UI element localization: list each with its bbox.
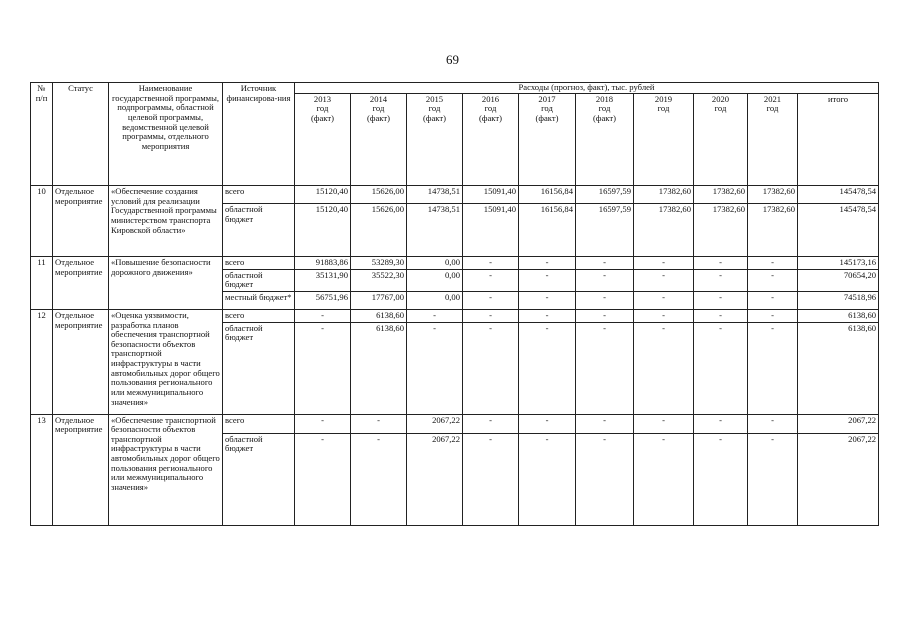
value-cell: 17382,60 bbox=[748, 204, 798, 257]
row-number: 12 bbox=[31, 309, 53, 414]
value-cell: 15626,00 bbox=[351, 204, 407, 257]
funding-source: областной бюджет bbox=[223, 269, 295, 291]
table-row bbox=[31, 257, 879, 270]
budget-table bbox=[30, 82, 879, 526]
row-number: 10 bbox=[31, 186, 53, 257]
total-cell: 74518,96 bbox=[798, 291, 879, 309]
header-year-2020: 2020 год bbox=[694, 93, 748, 185]
row-status: Отдельное мероприятие bbox=[53, 414, 109, 525]
value-cell: 2067,22 bbox=[407, 433, 463, 525]
value-cell: 17382,60 bbox=[694, 204, 748, 257]
value-cell: 2067,22 bbox=[407, 414, 463, 433]
value-cell: 14738,51 bbox=[407, 204, 463, 257]
value-cell: 16597,59 bbox=[576, 186, 634, 204]
value-cell: - bbox=[748, 291, 798, 309]
value-cell: - bbox=[407, 309, 463, 322]
header-year-2014: 2014 год (факт) bbox=[351, 93, 407, 185]
header-status: Статус bbox=[53, 83, 109, 186]
value-cell: - bbox=[694, 291, 748, 309]
value-cell: - bbox=[576, 322, 634, 414]
total-cell: 6138,60 bbox=[798, 309, 879, 322]
value-cell: - bbox=[407, 322, 463, 414]
funding-source: областной бюджет bbox=[223, 204, 295, 257]
value-cell: 15120,40 bbox=[295, 186, 351, 204]
value-cell: - bbox=[748, 257, 798, 270]
value-cell: - bbox=[634, 433, 694, 525]
value-cell: - bbox=[634, 269, 694, 291]
value-cell: 16156,84 bbox=[519, 186, 576, 204]
total-cell: 70654,20 bbox=[798, 269, 879, 291]
value-cell: - bbox=[519, 433, 576, 525]
value-cell: 17382,60 bbox=[748, 186, 798, 204]
value-cell: 17767,00 bbox=[351, 291, 407, 309]
header-total: итого bbox=[798, 93, 879, 185]
total-cell: 145173,16 bbox=[798, 257, 879, 270]
total-cell: 145478,54 bbox=[798, 186, 879, 204]
value-cell: - bbox=[748, 269, 798, 291]
value-cell: - bbox=[576, 433, 634, 525]
funding-source: всего bbox=[223, 186, 295, 204]
header-expenses: Расходы (прогноз, факт), тыс. рублей bbox=[295, 83, 879, 94]
value-cell: 91883,86 bbox=[295, 257, 351, 270]
value-cell: 56751,96 bbox=[295, 291, 351, 309]
page-number: 69 bbox=[446, 52, 459, 67]
value-cell: - bbox=[748, 309, 798, 322]
row-status: Отдельное мероприятие bbox=[53, 257, 109, 310]
value-cell: 15091,40 bbox=[463, 186, 519, 204]
value-cell: - bbox=[634, 414, 694, 433]
value-cell: 6138,60 bbox=[351, 309, 407, 322]
value-cell: - bbox=[351, 433, 407, 525]
row-name: «Оценка уязвимости, разработка планов обеспечения транспортной безопасности объектов транспортной инфраструктуры в части автомобильных дорог общего пользования регионального или межмуниципального значения» bbox=[109, 309, 223, 414]
value-cell: 17382,60 bbox=[634, 204, 694, 257]
value-cell: 0,00 bbox=[407, 291, 463, 309]
funding-source: областной бюджет bbox=[223, 433, 295, 525]
table-row bbox=[31, 414, 879, 433]
value-cell: - bbox=[694, 309, 748, 322]
funding-source: областной бюджет bbox=[223, 322, 295, 414]
row-name: «Обеспечение создания условий для реализации Государственной программы министерством транспорта Кировской области» bbox=[109, 186, 223, 257]
funding-source: местный бюджет* bbox=[223, 291, 295, 309]
value-cell: - bbox=[463, 414, 519, 433]
value-cell: - bbox=[694, 433, 748, 525]
header-name: Наименование государственной программы, подпрограммы, областной целевой программы, ведомственной целевой программы, отдельного мероприятия bbox=[109, 83, 223, 186]
funding-source: всего bbox=[223, 309, 295, 322]
header-year-2015: 2015 год (факт) bbox=[407, 93, 463, 185]
header-year-2017: 2017 год (факт) bbox=[519, 93, 576, 185]
total-cell: 145478,54 bbox=[798, 204, 879, 257]
row-name: «Обеспечение транспортной безопасности объектов транспортной инфраструктуры в части автомобильных дорог общего пользования регионального или межмуниципального значения» bbox=[109, 414, 223, 525]
value-cell: 35131,90 bbox=[295, 269, 351, 291]
value-cell: - bbox=[748, 433, 798, 525]
value-cell: 15091,40 bbox=[463, 204, 519, 257]
header-year-2013: 2013 год (факт) bbox=[295, 93, 351, 185]
row-status: Отдельное мероприятие bbox=[53, 186, 109, 257]
value-cell: - bbox=[576, 414, 634, 433]
value-cell: 17382,60 bbox=[694, 186, 748, 204]
value-cell: - bbox=[351, 414, 407, 433]
value-cell: - bbox=[748, 414, 798, 433]
value-cell: - bbox=[295, 414, 351, 433]
total-cell: 2067,22 bbox=[798, 433, 879, 525]
value-cell: - bbox=[519, 257, 576, 270]
value-cell: - bbox=[634, 322, 694, 414]
value-cell: - bbox=[576, 269, 634, 291]
value-cell: - bbox=[519, 322, 576, 414]
value-cell: 16597,59 bbox=[576, 204, 634, 257]
row-number: 13 bbox=[31, 414, 53, 525]
header-row-top bbox=[31, 83, 879, 94]
funding-source: всего bbox=[223, 414, 295, 433]
value-cell: - bbox=[694, 322, 748, 414]
value-cell: - bbox=[634, 291, 694, 309]
value-cell: 35522,30 bbox=[351, 269, 407, 291]
value-cell: - bbox=[463, 269, 519, 291]
value-cell: - bbox=[576, 309, 634, 322]
header-source: Источник финансирова-ния bbox=[223, 83, 295, 186]
value-cell: - bbox=[463, 433, 519, 525]
value-cell: 15120,40 bbox=[295, 204, 351, 257]
value-cell: - bbox=[694, 257, 748, 270]
value-cell: 16156,84 bbox=[519, 204, 576, 257]
value-cell: - bbox=[634, 309, 694, 322]
value-cell: - bbox=[463, 291, 519, 309]
value-cell: - bbox=[519, 269, 576, 291]
value-cell: - bbox=[463, 309, 519, 322]
table-body bbox=[31, 186, 879, 526]
value-cell: - bbox=[295, 433, 351, 525]
row-number: 11 bbox=[31, 257, 53, 310]
value-cell: 17382,60 bbox=[634, 186, 694, 204]
value-cell: - bbox=[694, 414, 748, 433]
value-cell: - bbox=[519, 291, 576, 309]
header-year-2021: 2021 год bbox=[748, 93, 798, 185]
value-cell: 0,00 bbox=[407, 269, 463, 291]
value-cell: - bbox=[295, 322, 351, 414]
header-no: № п/п bbox=[31, 83, 53, 186]
value-cell: - bbox=[694, 269, 748, 291]
value-cell: - bbox=[295, 309, 351, 322]
row-name: «Повышение безопасности дорожного движения» bbox=[109, 257, 223, 310]
value-cell: 53289,30 bbox=[351, 257, 407, 270]
value-cell: - bbox=[519, 414, 576, 433]
value-cell: - bbox=[634, 257, 694, 270]
value-cell: - bbox=[463, 257, 519, 270]
value-cell: 6138,60 bbox=[351, 322, 407, 414]
value-cell: 14738,51 bbox=[407, 186, 463, 204]
funding-source: всего bbox=[223, 257, 295, 270]
table-row bbox=[31, 309, 879, 322]
value-cell: - bbox=[576, 257, 634, 270]
total-cell: 2067,22 bbox=[798, 414, 879, 433]
header-year-2016: 2016 год (факт) bbox=[463, 93, 519, 185]
value-cell: - bbox=[748, 322, 798, 414]
value-cell: - bbox=[519, 309, 576, 322]
total-cell: 6138,60 bbox=[798, 322, 879, 414]
value-cell: 0,00 bbox=[407, 257, 463, 270]
value-cell: - bbox=[576, 291, 634, 309]
value-cell: 15626,00 bbox=[351, 186, 407, 204]
value-cell: - bbox=[463, 322, 519, 414]
row-status: Отдельное мероприятие bbox=[53, 309, 109, 414]
table-row bbox=[31, 186, 879, 204]
header-year-2019: 2019 год bbox=[634, 93, 694, 185]
header-year-2018: 2018 год (факт) bbox=[576, 93, 634, 185]
